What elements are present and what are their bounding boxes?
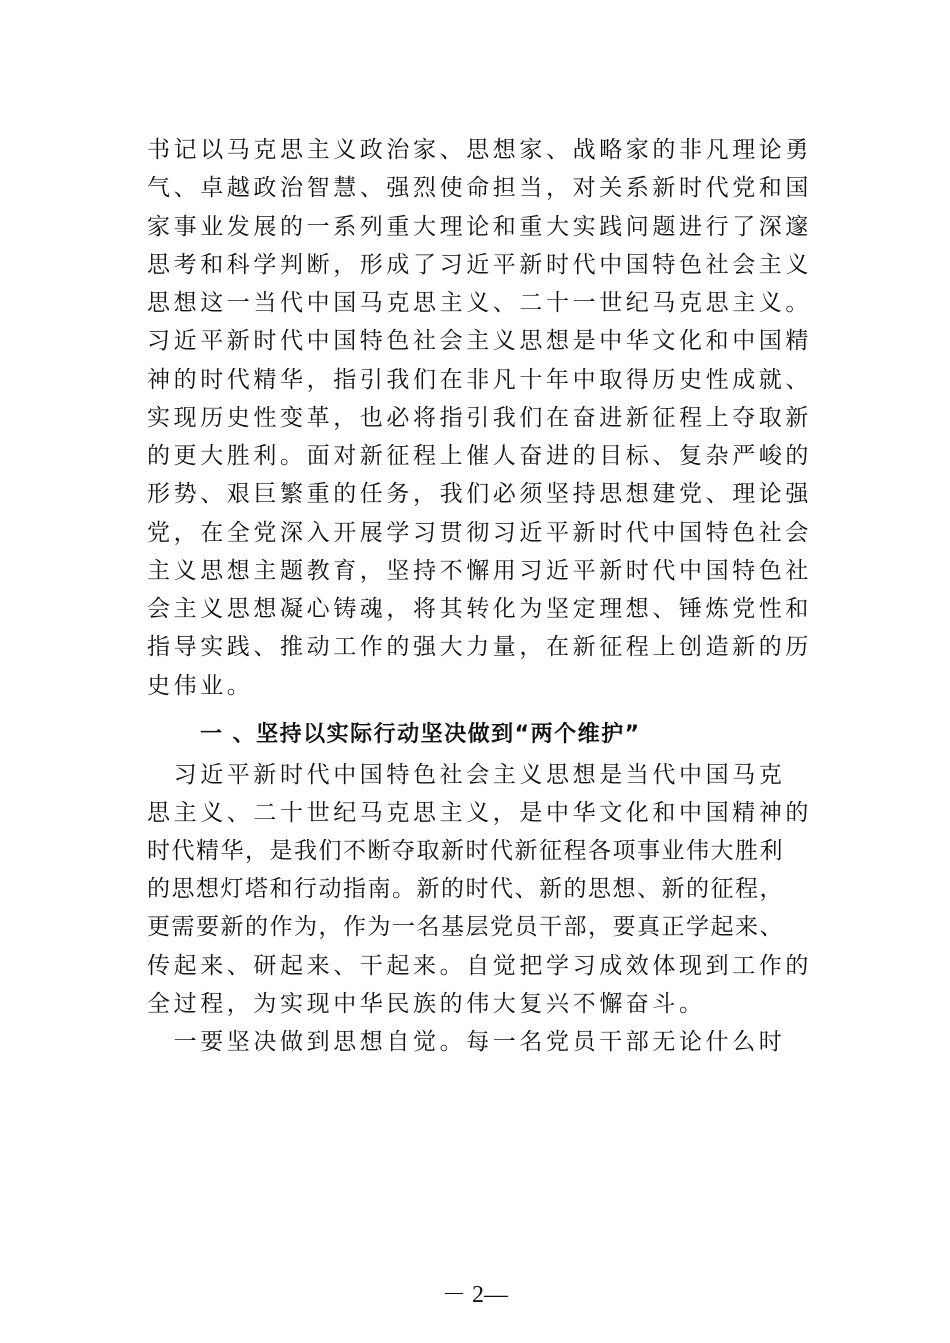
text-line: 习近平新时代中国特色社会主义思想是中华文化和中国精	[147, 328, 812, 354]
text-line: 会主义思想凝心铸魂，将其转化为坚定理想、锤炼党性和	[147, 596, 812, 622]
text-line: 更需要新的作为，作为一名基层党员干部，要真正学起来、	[147, 914, 784, 940]
text-line: 家事业发展的一系列重大理论和重大实践问题进行了深邃	[147, 214, 812, 240]
text-line: 传起来、研起来、干起来。自觉把学习成效体现到工作的	[147, 953, 812, 979]
text-line: 党，在全党深入开展学习贯彻习近平新时代中国特色社会	[147, 520, 812, 546]
text-line: 书记以马克思主义政治家、思想家、战略家的非凡理论勇	[147, 137, 812, 163]
text-line: 一要坚决做到思想自觉。每一名党员干部无论什么时	[147, 1029, 786, 1055]
text-line: 习近平新时代中国特色社会主义思想是当代中国马克	[147, 762, 786, 788]
text-line: 形势、艰巨繁重的任务，我们必须坚持思想建党、理论强	[147, 481, 812, 507]
text-line: 思考和科学判断，形成了习近平新时代中国特色社会主义	[147, 252, 812, 278]
page-number: － 2—	[442, 1282, 508, 1308]
text-line: 史伟业。	[147, 673, 254, 699]
text-line: 气、卓越政治智慧、强烈使命担当，对关系新时代党和国	[147, 175, 812, 201]
text-line: 的思想灯塔和行动指南。新的时代、新的思想、新的征程，	[147, 876, 784, 902]
text-line: 全过程，为实现中华民族的伟大复兴不懈奋斗。	[147, 991, 706, 1017]
text-line: 思想这一当代中国马克思主义、二十一世纪马克思主义。	[147, 290, 812, 316]
text-line: 的更大胜利。面对新征程上催人奋进的目标、复杂严峻的	[147, 443, 812, 469]
section-heading: 一 、坚持以实际行动坚决做到“两个维护”	[200, 722, 641, 747]
text-line: 时代精华，是我们不断夺取新时代新征程各项事业伟大胜利	[147, 838, 784, 864]
text-line: 主义思想主题教育，坚持不懈用习近平新时代中国特色社	[147, 558, 812, 584]
text-line: 指导实践、推动工作的强大力量，在新征程上创造新的历	[147, 634, 812, 660]
text-line: 实现历史性变革，也必将指引我们在奋进新征程上夺取新	[147, 405, 812, 431]
text-line: 神的时代精华，指引我们在非凡十年中取得历史性成就、	[147, 367, 812, 393]
text-line: 思主义、二十世纪马克思主义，是中华文化和中国精神的	[147, 800, 812, 826]
